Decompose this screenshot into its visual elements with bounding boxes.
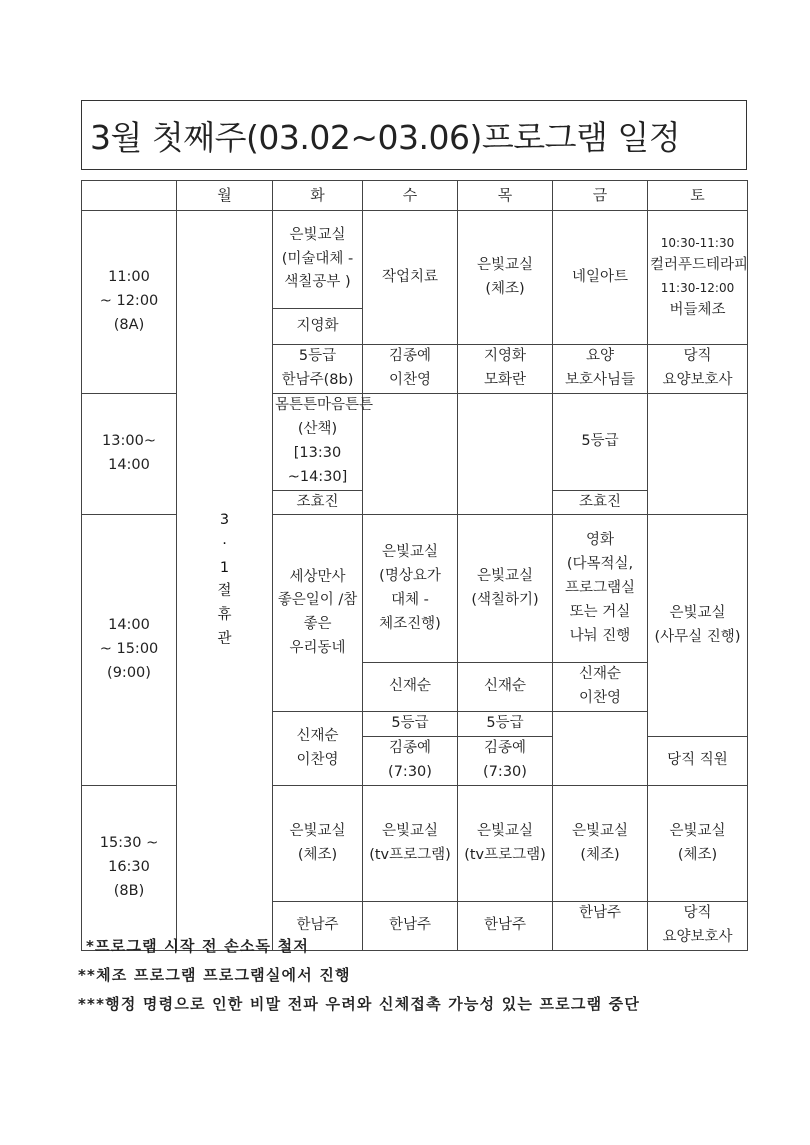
program-cell: 은빛교실 (체조) (553, 786, 648, 902)
staff-cell: 요양 보호사님들 (553, 345, 648, 394)
program-cell: 5등급 (553, 393, 648, 490)
staff-cell: 한남주 (273, 902, 363, 951)
day-header-tue: 화 (273, 181, 363, 211)
staff-cell: 5등급 한남주(8b) (273, 345, 363, 394)
day-header-sat: 토 (648, 181, 748, 211)
staff-cell: 한남주 (363, 902, 458, 951)
holiday-char: 1 (219, 559, 230, 576)
staff-cell: 지영화 모화란 (458, 345, 553, 394)
program-time: 11:30-12:00 (660, 280, 735, 295)
program-cell: 네일아트 (553, 211, 648, 345)
day-header-fri: 금 (553, 181, 648, 211)
time-slot-2: 13:00~ 14:00 (82, 393, 177, 515)
note-item: ***행정 명령으로 인한 비말 전파 우려와 신체접촉 가능성 있는 프로그램 중단 (78, 995, 641, 1013)
program-cell: 은빛교실 (체조) (648, 786, 748, 902)
staff-cell: 한남주 (458, 902, 553, 951)
program-cell: 몸튼튼마음튼튼(산책) [13:30 ~14:30] (273, 393, 363, 490)
staff-cell: 조효진 (273, 490, 363, 515)
staff-cell: 신재순 (458, 663, 553, 712)
time-slot-4: 15:30 ~ 16:30 (8B) (82, 786, 177, 951)
staff-cell: 김종예 이찬영 (363, 345, 458, 394)
time-slot-1: 11:00 ~ 12:00 (8A) (82, 211, 177, 394)
corner-cell (82, 181, 177, 211)
note-item: *프로그램 시작 전 손소독 철저 (86, 937, 310, 955)
program-cell: 세상만사 좋은일이 /참 좋은 우리동네 (273, 515, 363, 712)
day-header-thu: 목 (458, 181, 553, 211)
holiday-char: 절 (217, 583, 232, 600)
program-cell: 은빛교실 (tv프로그램) (458, 786, 553, 902)
staff-cell: 신재순 (363, 663, 458, 712)
program-cell: 은빛교실 (tv프로그램) (363, 786, 458, 902)
program-cell: 은빛교실 (체조) (458, 211, 553, 345)
holiday-char: 휴 (217, 607, 232, 624)
staff-cell: 당직 직원 (648, 737, 748, 786)
staff-cell: 한남주 (553, 902, 648, 951)
program-name: 버들체조 (669, 301, 726, 318)
staff-cell: 당직 요양보호사 (648, 345, 748, 394)
day-header-mon: 월 (177, 181, 273, 211)
day-header-wed: 수 (363, 181, 458, 211)
program-time: 10:30-11:30 (660, 235, 735, 250)
holiday-char: 3 (219, 511, 230, 528)
program-cell (458, 393, 553, 515)
program-cell: 은빛교실 (명상요가 대체 -체조진행) (363, 515, 458, 663)
page-title: 3월 첫째주(03.02~03.06)프로그램 일정 (81, 100, 747, 170)
program-cell (648, 211, 748, 345)
notes (78, 932, 778, 1019)
note-item: **체조 프로그램 프로그램실에서 진행 (78, 966, 351, 984)
program-cell: 작업치료 (363, 211, 458, 345)
program-cell: 은빛교실 (미술대체 -색칠공부 ) (273, 211, 363, 309)
staff-cell: 조효진 (553, 490, 648, 515)
holiday-char: 관 (217, 631, 232, 648)
grade-cell: 5등급 (363, 712, 458, 737)
program-cell: 은빛교실 (체조) (273, 786, 363, 902)
holiday-notice (177, 211, 273, 951)
program-cell (648, 393, 748, 515)
staff-cell: 지영화 (273, 309, 363, 345)
staff-cell: 신재순 이찬영 (273, 712, 363, 786)
schedule-table (81, 180, 748, 951)
staff-cell: 신재순 이찬영 (553, 663, 648, 712)
program-cell: 은빛교실 (사무실 진행) (648, 515, 748, 737)
program-cell: 영화 (다목적실, 프로그램실 또는 거실 나눠 진행 (553, 515, 648, 663)
holiday-char: · (222, 535, 227, 552)
staff-cell: 김종예 (7:30) (363, 737, 458, 786)
program-cell: 은빛교실 (색칠하기) (458, 515, 553, 663)
grade-cell: 5등급 (458, 712, 553, 737)
time-slot-3: 14:00 ~ 15:00 (9:00) (82, 515, 177, 786)
staff-cell: 당직 요양보호사 (648, 902, 748, 951)
staff-cell: 김종예 (7:30) (458, 737, 553, 786)
program-cell (363, 393, 458, 515)
staff-cell (553, 712, 648, 786)
header-row (82, 181, 748, 211)
program-name: 컬러푸드테라피 (650, 256, 749, 273)
